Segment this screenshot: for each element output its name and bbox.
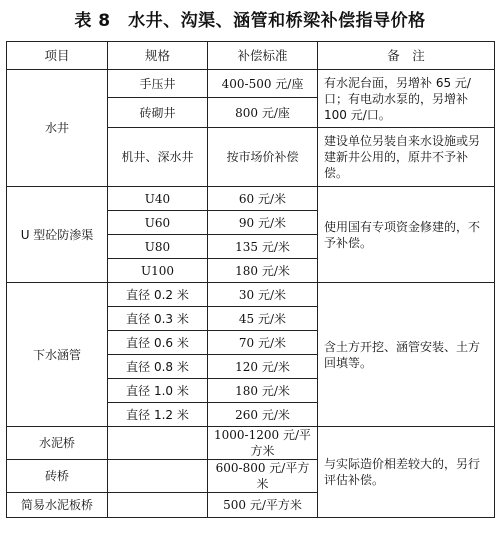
standard-cell: 120 元/米	[208, 355, 318, 379]
group-name-culvert: 下水涵管	[7, 283, 108, 427]
table-title: 表 8 水井、沟渠、涵管和桥梁补偿指导价格	[74, 11, 426, 31]
spec-cell	[108, 493, 208, 518]
note-cell: 建设单位另装自来水设施或另建新井公用的，原井不予补偿。	[318, 128, 495, 187]
standard-cell: 135 元/米	[208, 235, 318, 259]
group-name-u-channel: U 型砼防渗渠	[7, 187, 108, 283]
standard-cell: 70 元/米	[208, 331, 318, 355]
standard-cell: 800 元/座	[208, 98, 318, 128]
note-cell: 使用国有专项资金修建的，不予补偿。	[318, 187, 495, 283]
table-header-row	[7, 42, 495, 70]
spec-cell: 手压井	[108, 70, 208, 98]
standard-cell: 60 元/米	[208, 187, 318, 211]
item-cell: 简易水泥板桥	[7, 493, 108, 518]
spec-cell: U40	[108, 187, 208, 211]
spec-cell	[108, 427, 208, 460]
table-row	[7, 283, 495, 307]
standard-cell: 1000-1200 元/平方米	[208, 427, 318, 460]
standard-cell: 500 元/平方米	[208, 493, 318, 518]
spec-cell: 直径 0.2 米	[108, 283, 208, 307]
standard-cell: 30 元/米	[208, 283, 318, 307]
standard-cell: 180 元/米	[208, 259, 318, 283]
table-row	[7, 427, 495, 460]
note-cell: 含土方开挖、涵管安装、土方回填等。	[318, 283, 495, 427]
spec-cell: 砖砌井	[108, 98, 208, 128]
note-cell: 有水泥台面，另增补 65 元/口；有电动水泵的，另增补 100 元/口。	[318, 70, 495, 128]
spec-cell: 直径 0.3 米	[108, 307, 208, 331]
note-cell: 与实际造价相差较大的，另行评估补偿。	[318, 427, 495, 518]
header-item: 项目	[7, 42, 108, 70]
standard-cell: 180 元/米	[208, 379, 318, 403]
spec-cell	[108, 460, 208, 493]
standard-cell: 600-800 元/平方米	[208, 460, 318, 493]
standard-cell: 400-500 元/座	[208, 70, 318, 98]
table-row	[7, 187, 495, 211]
item-cell: 水泥桥	[7, 427, 108, 460]
spec-cell: U60	[108, 211, 208, 235]
spec-cell: U80	[108, 235, 208, 259]
spec-cell: 直径 0.6 米	[108, 331, 208, 355]
standard-cell: 45 元/米	[208, 307, 318, 331]
standard-cell: 90 元/米	[208, 211, 318, 235]
compensation-price-table	[6, 41, 495, 518]
standard-cell: 260 元/米	[208, 403, 318, 427]
spec-cell: 机井、深水井	[108, 128, 208, 187]
table-row	[7, 70, 495, 98]
item-cell: 砖桥	[7, 460, 108, 493]
spec-cell: 直径 1.2 米	[108, 403, 208, 427]
header-standard: 补偿标准	[208, 42, 318, 70]
spec-cell: 直径 0.8 米	[108, 355, 208, 379]
header-note: 备 注	[318, 42, 495, 70]
group-name-well: 水井	[7, 70, 108, 187]
header-spec: 规格	[108, 42, 208, 70]
spec-cell: 直径 1.0 米	[108, 379, 208, 403]
spec-cell: U100	[108, 259, 208, 283]
standard-cell: 按市场价补偿	[208, 128, 318, 187]
